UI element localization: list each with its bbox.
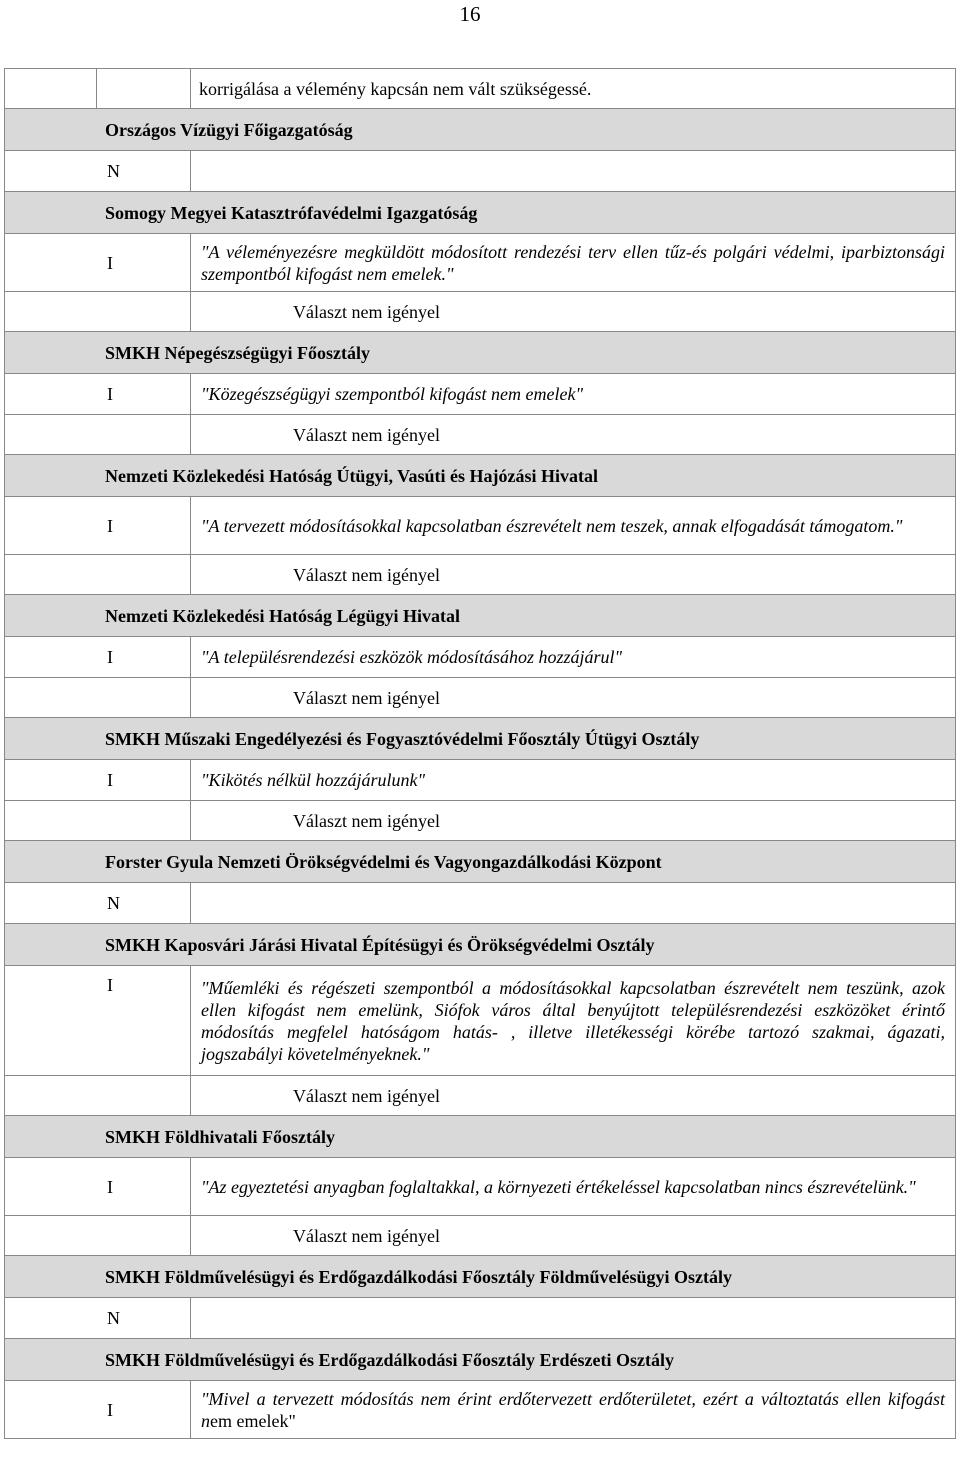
empty-cell	[191, 1298, 956, 1339]
opinion-code: I	[5, 966, 191, 1076]
quote-row	[5, 374, 956, 415]
org-name: Országos Vízügyi Főigazgatóság	[5, 109, 956, 151]
opinion-code: I	[5, 637, 191, 678]
org-row	[5, 1339, 956, 1381]
quote-row	[5, 234, 956, 292]
opinion-code: N	[5, 883, 191, 924]
reply-text: Választ nem igényel	[191, 1216, 956, 1256]
empty-cell	[5, 678, 191, 718]
quote-row	[5, 497, 956, 555]
org-row	[5, 1116, 956, 1158]
empty-cell	[5, 801, 191, 841]
reply-row	[5, 1216, 956, 1256]
opinion-quote: "Műemléki és régészeti szempontból a módosításokkal kapcsolatban észrevételt nem teszünk, azok ellen kifogást nem emelünk, Siófok város által benyújtott településrendezési eszközöket érintő módosítás megfelel hatóságom hatás- , illetve illetékességi körébe tartozó szakmai, ágazati, jogszabályi követelményeknek."	[191, 966, 956, 1076]
opinion-quote: "Az egyeztetési anyagban foglaltakkal, a környezeti értékeléssel kapcsolatban nincs észrevételünk."	[191, 1158, 956, 1216]
org-row	[5, 455, 956, 497]
empty-cell	[5, 415, 191, 455]
org-name: SMKH Műszaki Engedélyezési és Fogyasztóvédelmi Főosztály Útügyi Osztály	[5, 718, 956, 760]
reply-row	[5, 292, 956, 332]
reply-text: Választ nem igényel	[191, 292, 956, 332]
reply-text: Választ nem igényel	[191, 415, 956, 455]
opinion-code: I	[5, 1381, 191, 1439]
org-name: SMKH Földhivatali Főosztály	[5, 1116, 956, 1158]
org-row	[5, 1256, 956, 1298]
reply-row	[5, 678, 956, 718]
opinion-code: N	[5, 1298, 191, 1339]
code-row	[5, 1298, 956, 1339]
quote-row	[5, 637, 956, 678]
org-row	[5, 841, 956, 883]
continued-text: korrigálása a vélemény kapcsán nem vált szükségessé.	[191, 69, 956, 109]
reply-text: Választ nem igényel	[191, 678, 956, 718]
empty-cell	[97, 69, 191, 109]
opinion-quote: "Közegészségügyi szempontból kifogást nem emelek"	[191, 374, 956, 415]
quote-part: em emelek"	[210, 1410, 296, 1431]
opinion-code: I	[5, 1158, 191, 1216]
org-row	[5, 332, 956, 374]
reply-row	[5, 1076, 956, 1116]
page-number: 16	[459, 2, 481, 26]
opinion-quote: "Kikötés nélkül hozzájárulunk"	[191, 760, 956, 801]
quote-row	[5, 760, 956, 801]
org-row	[5, 718, 956, 760]
opinions-table	[4, 68, 956, 1439]
reply-row	[5, 801, 956, 841]
org-name: Nemzeti Közlekedési Hatóság Légügyi Hivatal	[5, 595, 956, 637]
quote-row	[5, 1381, 956, 1439]
empty-cell	[5, 69, 97, 109]
opinion-code: I	[5, 374, 191, 415]
org-row	[5, 109, 956, 151]
org-name: Somogy Megyei Katasztrófavédelmi Igazgatóság	[5, 192, 956, 234]
opinion-code: I	[5, 760, 191, 801]
quote-part: "Mivel a tervezett módosítás nem érint erdőtervezett erdőterületet, ezért a változtatás ellen kifogást n	[201, 1388, 945, 1431]
reply-text: Választ nem igényel	[191, 1076, 956, 1116]
reply-text: Választ nem igényel	[191, 801, 956, 841]
empty-cell	[5, 1076, 191, 1116]
reply-row	[5, 555, 956, 595]
org-name: SMKH Földművelésügyi és Erdőgazdálkodási Főosztály Erdészeti Osztály	[5, 1339, 956, 1381]
opinion-quote: "A tervezett módosításokkal kapcsolatban észrevételt nem teszek, annak elfogadását támogatom."	[191, 497, 956, 555]
empty-cell	[191, 151, 956, 192]
reply-text: Választ nem igényel	[191, 555, 956, 595]
org-row	[5, 924, 956, 966]
org-row	[5, 595, 956, 637]
code-row	[5, 151, 956, 192]
empty-cell	[5, 555, 191, 595]
empty-cell	[191, 883, 956, 924]
opinion-code: N	[5, 151, 191, 192]
org-name: Forster Gyula Nemzeti Örökségvédelmi és Vagyongazdálkodási Központ	[5, 841, 956, 883]
org-name: SMKH Kaposvári Járási Hivatal Építésügyi és Örökségvédelmi Osztály	[5, 924, 956, 966]
org-row	[5, 192, 956, 234]
table-row	[5, 69, 956, 109]
empty-cell	[5, 1216, 191, 1256]
code-row	[5, 883, 956, 924]
empty-cell	[5, 292, 191, 332]
opinion-code: I	[5, 234, 191, 292]
reply-row	[5, 415, 956, 455]
quote-row	[5, 1158, 956, 1216]
opinion-quote	[191, 1381, 956, 1439]
org-name: Nemzeti Közlekedési Hatóság Útügyi, Vasúti és Hajózási Hivatal	[5, 455, 956, 497]
org-name: SMKH Földművelésügyi és Erdőgazdálkodási Főosztály Földművelésügyi Osztály	[5, 1256, 956, 1298]
org-name: SMKH Népegészségügyi Főosztály	[5, 332, 956, 374]
quote-row	[5, 966, 956, 1076]
opinion-quote: "A településrendezési eszközök módosításához hozzájárul"	[191, 637, 956, 678]
opinion-quote: "A véleményezésre megküldött módosított rendezési terv ellen tűz-és polgári védelmi, iparbiztonsági szempontból kifogást nem emelek."	[191, 234, 956, 292]
opinion-code: I	[5, 497, 191, 555]
